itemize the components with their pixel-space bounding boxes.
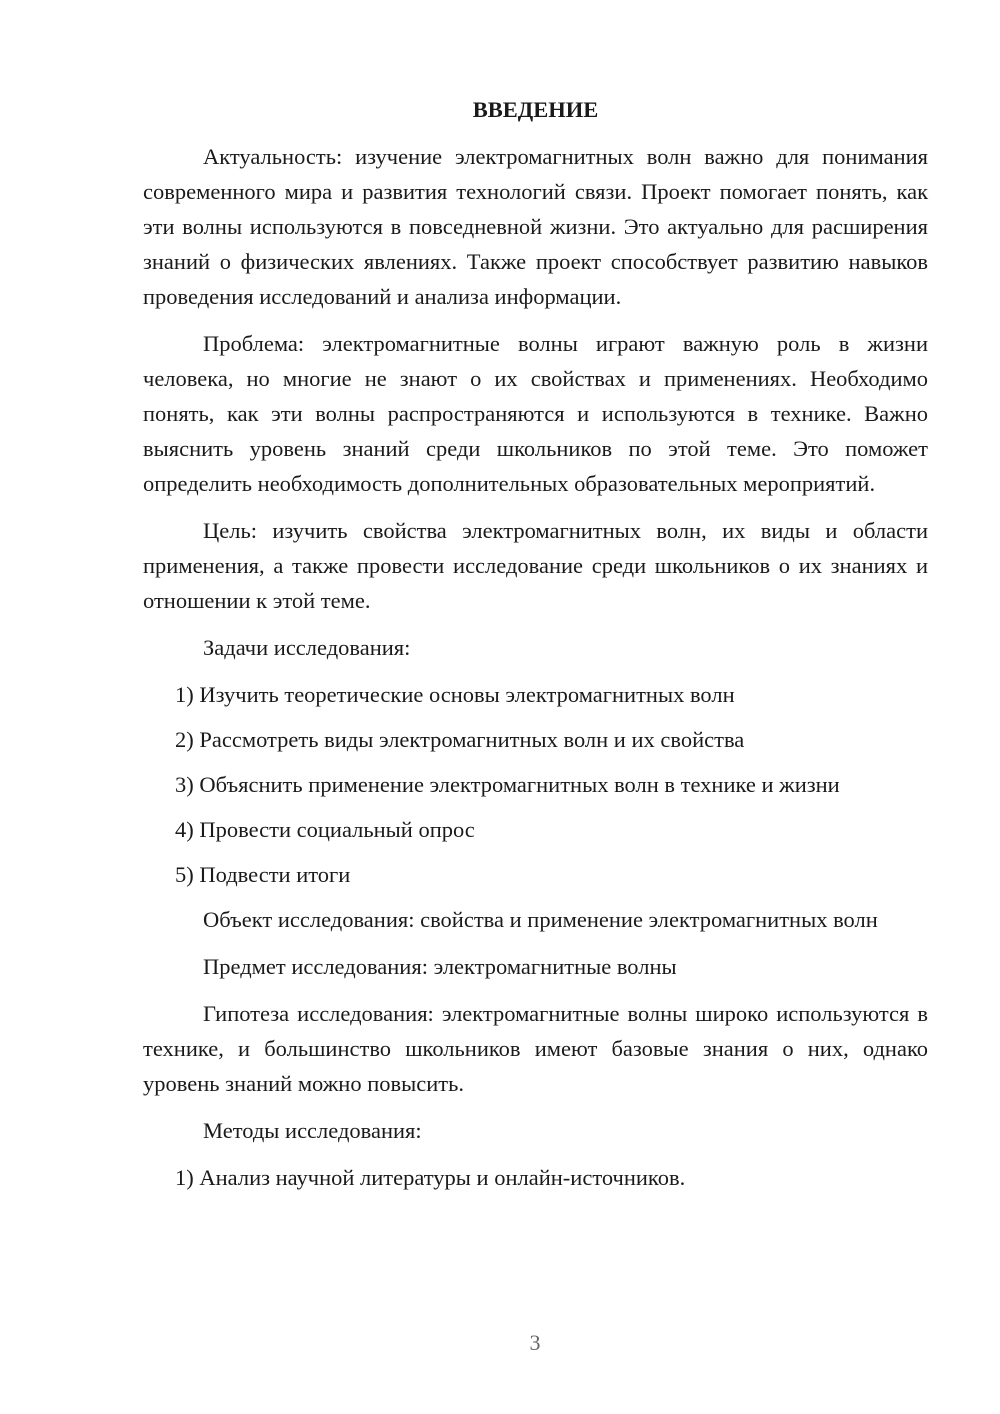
methods-list [143, 1160, 928, 1195]
paragraph-hypothesis: Гипотеза исследования: электромагнитные волны широко используются в технике, и большинство школьников имеют базовые знания о них, однако уровень знаний можно повысить. [143, 1001, 928, 1096]
list-item: 2) Рассмотреть виды электромагнитных волн и их свойства [175, 727, 745, 752]
paragraph-subject: Предмет исследования: электромагнитные волны [203, 954, 677, 979]
list-item: 4) Провести социальный опрос [175, 817, 475, 842]
list-item: 1) Изучить теоретические основы электромагнитных волн [175, 682, 735, 707]
methods-label: Методы исследования: [203, 1118, 422, 1143]
list-item: 1) Анализ научной литературы и онлайн-источников. [175, 1165, 686, 1190]
paragraph-object: Объект исследования: свойства и применение электромагнитных волн [203, 907, 878, 932]
paragraph-relevance: Актуальность: изучение электромагнитных волн важно для понимания современного мира и развития технологий связи. Проект помогает понять, как эти волны используются в повседневной жизни. Это актуально для расширения знаний о физических явлениях. Также проект способствует развитию навыков проведения исследований и анализа информации. [143, 144, 928, 309]
paragraph-problem: Проблема: электромагнитные волны играют важную роль в жизни человека, но многие не знают о их свойствах и применениях. Необходимо понять, как эти волны распространяются и используются в технике. Важно выяснить уровень знаний среди школьников по этой теме. Это поможет определить необходимость дополнительных образовательных мероприятий. [143, 331, 928, 496]
tasks-list [143, 677, 928, 892]
list-item: 3) Объяснить применение электромагнитных волн в технике и жизни [175, 772, 840, 797]
section-heading: ВВЕДЕНИЕ [472, 97, 599, 122]
page-number: 3 [529, 1330, 541, 1355]
page-content [143, 92, 928, 1205]
list-item: 5) Подвести итоги [175, 862, 351, 887]
paragraph-goal: Цель: изучить свойства электромагнитных волн, их виды и области применения, а также провести исследование среди школьников о их знаниях и отношении к этой теме. [143, 518, 928, 613]
tasks-label: Задачи исследования: [203, 635, 411, 660]
